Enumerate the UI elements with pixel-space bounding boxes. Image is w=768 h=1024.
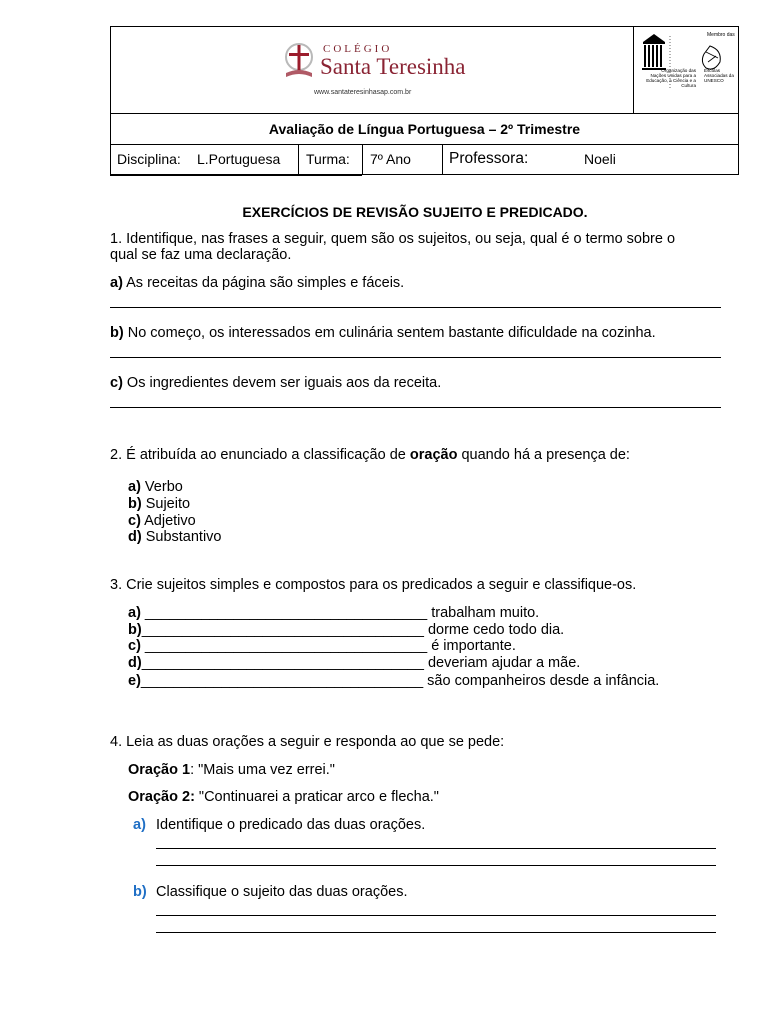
unesco-org-text: Organização das Nações Unidas para a Educação, a Ciência e a Cultura — [646, 68, 696, 88]
q2-option-d: d) Substantivo — [128, 529, 222, 545]
answer-line[interactable] — [156, 932, 716, 933]
exam-title: Avaliação de Língua Portuguesa – 2º Trimestre — [110, 113, 739, 145]
q4-sentence-1: Oração 1: "Mais uma vez errei." — [128, 762, 335, 778]
q4-sentence-2: Oração 2: "Continuarei a praticar arco e flecha." — [128, 789, 439, 805]
professora-value: Noeli — [584, 151, 616, 167]
divider — [362, 145, 363, 174]
school-website: www.santateresinhasap.com.br — [314, 89, 412, 96]
q1-item-c: c) Os ingredientes devem ser iguais aos da receita. — [110, 375, 442, 391]
q4-a-label: a) — [133, 817, 146, 833]
answer-line[interactable] — [110, 357, 721, 358]
q4-stem: 4. Leia as duas orações a seguir e responda ao que se pede: — [110, 734, 505, 750]
info-row — [110, 144, 739, 175]
logo-small-text: COLÉGIO — [323, 43, 393, 55]
answer-line[interactable] — [156, 915, 716, 916]
answer-line[interactable] — [156, 865, 716, 866]
turma-value: 7º Ano — [370, 151, 411, 167]
turma-label: Turma: — [306, 151, 350, 167]
q3-item-c: c) ___________________________________ é importante. — [128, 638, 516, 654]
q1-stem-line2: qual se faz uma declaração. — [110, 247, 292, 263]
q1-stem-line1: 1. Identifique, nas frases a seguir, quem são os sujeitos, ou seja, qual é o termo sobre o — [110, 231, 676, 247]
q3-item-d: d)___________________________________ deveriam ajudar a mãe. — [128, 655, 581, 671]
professora-label: Professora: — [449, 150, 529, 167]
q2-stem: 2. É atribuída ao enunciado a classificação de oração quando há a presença de: — [110, 447, 630, 463]
answer-line[interactable] — [156, 848, 716, 849]
answer-line[interactable] — [110, 407, 721, 408]
q3-stem: 3. Crie sujeitos simples e compostos para os predicados a seguir e classifique-os. — [110, 577, 637, 593]
unesco-schools-text: Escolas Associadas da UNESCO — [704, 68, 734, 83]
disciplina-label: Disciplina: — [117, 151, 181, 167]
q1-item-b: b) No começo, os interessados em culinária sentem bastante dificuldade na cozinha. — [110, 325, 656, 341]
q4-b-text: Classifique o sujeito das duas orações. — [156, 884, 408, 900]
q2-option-b: b) Sujeito — [128, 496, 191, 512]
answer-line[interactable] — [110, 307, 721, 308]
q1-item-a: a) As receitas da página são simples e fáceis. — [110, 275, 405, 291]
q3-item-b: b)___________________________________ dorme cedo todo dia. — [128, 622, 565, 638]
q4-b-label: b) — [133, 884, 147, 900]
q3-item-e: e)___________________________________ são companheiros desde a infância. — [128, 673, 660, 689]
divider — [442, 145, 443, 174]
disciplina-value: L.Portuguesa — [197, 151, 281, 167]
school-crest-icon — [283, 41, 315, 81]
unesco-member-text: Membro das — [707, 32, 735, 38]
q2-option-c: c) Adjetivo — [128, 513, 196, 529]
divider — [110, 174, 362, 176]
logo-name: Santa Teresinha — [320, 54, 466, 79]
worksheet-heading: EXERCÍCIOS DE REVISÃO SUJEITO E PREDICADO. — [242, 204, 588, 220]
q4-a-text: Identifique o predicado das duas orações. — [156, 817, 426, 833]
q2-option-a: a) Verbo — [128, 479, 183, 495]
divider — [298, 145, 299, 174]
q3-item-a: a) ___________________________________ trabalham muito. — [128, 605, 540, 621]
